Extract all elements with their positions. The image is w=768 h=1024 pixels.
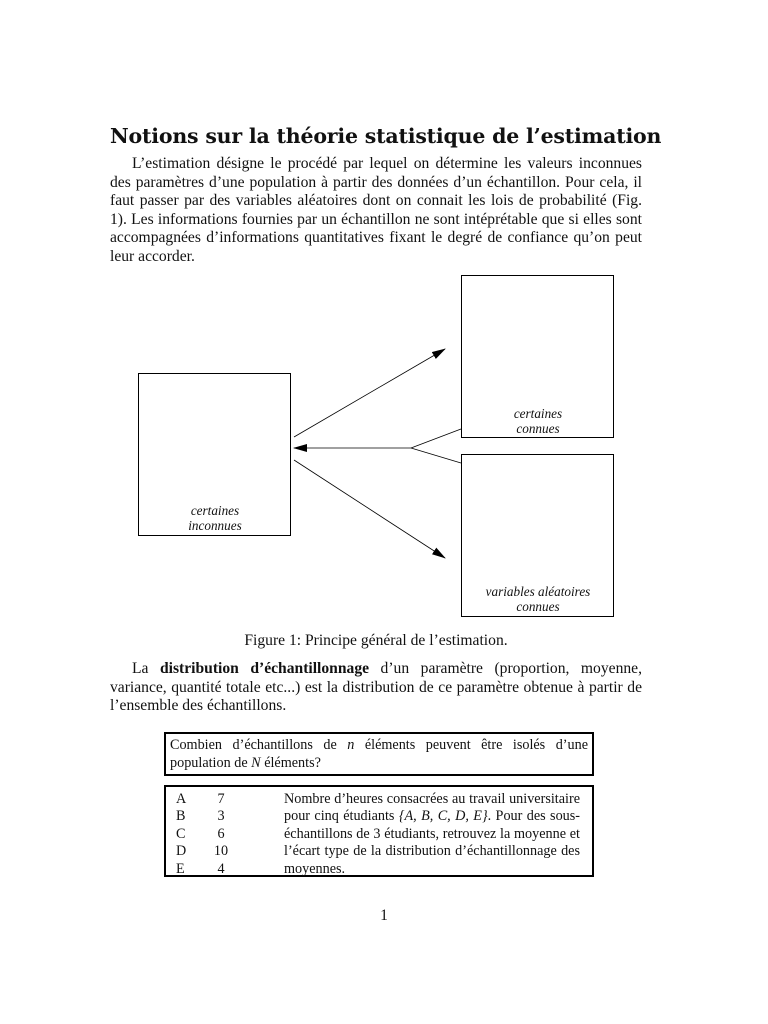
sample-box-label	[462, 406, 614, 436]
sample-label-line2: connues	[516, 421, 560, 436]
question-box	[164, 732, 594, 776]
population-label-line2: inconnues	[188, 518, 242, 533]
random-variables-label-line1: variables aléatoires	[485, 584, 591, 599]
variable-N: N	[251, 755, 261, 771]
student-label: B	[176, 808, 186, 825]
student-label: C	[176, 825, 186, 842]
merge-line-bottom	[411, 448, 461, 463]
paragraph2-prefix: La	[132, 660, 160, 677]
intro-paragraph: L’estimation désigne le procédé par lequel on détermine les valeurs inconnues des paramètres d’une population à partir des données d’un échantillon. Pour cela, il faut passer par des variables aléatoires dont on connait les lois de probabilité (Fig. 1). Les informations fournies par un échantillon ne sont intéprétable que si elles sont accompagnées d’informations quantitatives fixant le degré de confiance qu’on peut leur accorder.	[110, 155, 642, 265]
hours-value: 10	[213, 843, 229, 860]
table-row	[176, 791, 236, 808]
table-row	[176, 861, 236, 878]
exercise-text-part2: . Pour des sous-échantillons de 3 étudiants, retrouvez la moyenne et l’écart type de la distribution d’échantillonnage des moyennes.	[284, 808, 581, 877]
question-part2: éléments peuvent être isolés d’une population de	[170, 737, 588, 771]
exercise-box	[164, 785, 594, 877]
sampling-distribution-paragraph	[110, 660, 642, 716]
table-row	[176, 826, 236, 843]
hours-value: 6	[217, 825, 225, 842]
figure-caption: Figure 1: Principe général de l’estimation.	[244, 632, 508, 649]
sample-label-line1: certaines	[513, 406, 563, 421]
population-label-line1: certaines	[190, 503, 240, 518]
student-label: A	[176, 791, 187, 807]
table-row	[176, 843, 236, 860]
population-box-label	[139, 503, 291, 533]
table-row	[176, 808, 236, 825]
arrow-to-sample	[294, 349, 445, 437]
question-part3: éléments?	[260, 755, 321, 771]
hours-value: 3	[217, 808, 225, 825]
exercise-text-part1: Nombre d’heures consacrées au travail universitaire pour cinq étudiants	[284, 791, 580, 825]
page-number: 1	[380, 907, 388, 924]
hours-table	[176, 791, 236, 878]
hours-value: 7	[217, 791, 225, 807]
student-set: {A, B, C, D, E}	[398, 808, 488, 825]
paragraph2-suffix: d’un paramètre (proportion, moyenne, variance, quantité totale etc...) est la distribution de ce paramètre obtenue à partir de l’ensemble des échantillons.	[110, 660, 642, 715]
page-title: Notions sur la théorie statistique de l’estimation	[110, 124, 662, 148]
student-label: E	[176, 860, 185, 877]
student-label: D	[176, 843, 187, 860]
random-variables-label-line2: connues	[516, 599, 560, 614]
merge-line-top	[411, 429, 461, 448]
hours-value: 4	[217, 860, 225, 877]
exercise-text	[284, 791, 580, 878]
question-part1: Combien d’échantillons de	[170, 737, 348, 753]
sampling-distribution-term: distribution d’échantillonnage	[159, 660, 370, 677]
random-variables-box-label	[458, 584, 618, 614]
arrow-to-random-variables	[294, 460, 445, 558]
variable-n: n	[347, 737, 355, 753]
